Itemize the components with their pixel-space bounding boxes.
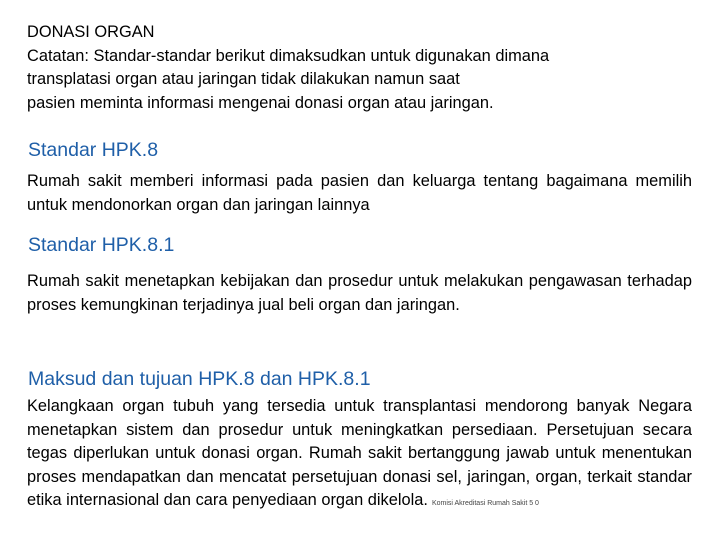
note-line-1: Catatan: Standar-standar berikut dimaksudkan untuk digunakan dimana bbox=[27, 46, 550, 65]
paragraph-hpk-8: Rumah sakit memberi informasi pada pasien dan keluarga tentang bagaimana memilih untuk mendonorkan organ dan jaringan lainnya bbox=[27, 172, 692, 214]
document-title: DONASI ORGAN bbox=[27, 23, 155, 41]
heading-maksud-tujuan: Maksud dan tujuan HPK.8 dan HPK.8.1 bbox=[28, 368, 371, 390]
heading-hpk-8-1: Standar HPK.8.1 bbox=[28, 234, 175, 256]
note-line-3: pasien meminta informasi mengenai donasi organ atau jaringan. bbox=[27, 93, 494, 112]
heading-hpk-8: Standar HPK.8 bbox=[28, 139, 159, 161]
paragraph-hpk-8-1: Rumah sakit menetapkan kebijakan dan prosedur untuk melakukan pengawasan terhadap proses kemungkinan terjadinya jual beli organ dan jaringan. bbox=[27, 272, 692, 314]
paragraph-maksud-text: Kelangkaan organ tubuh yang tersedia untuk transplantasi mendorong banyak Negara menetapkan sistem dan prosedur untuk meningkatkan persediaan. Persetujuan secara tegas diperlukan untuk donasi organ. Rumah sakit bertanggung jawab untuk menentukan proses mendapatkan dan mencatat persetujuan donasi sel, jaringan, organ, terkait standar etika internasional dan cara penyediaan organ dikelola. bbox=[27, 397, 692, 509]
paragraph-maksud-tujuan bbox=[27, 395, 692, 516]
intro-block bbox=[27, 21, 697, 115]
note-line-2: transplatasi organ atau jaringan tidak dilakukan namun saat bbox=[27, 70, 460, 88]
footer-note: Komisi Akreditasi Rumah Sakit 5 0 bbox=[431, 500, 539, 507]
